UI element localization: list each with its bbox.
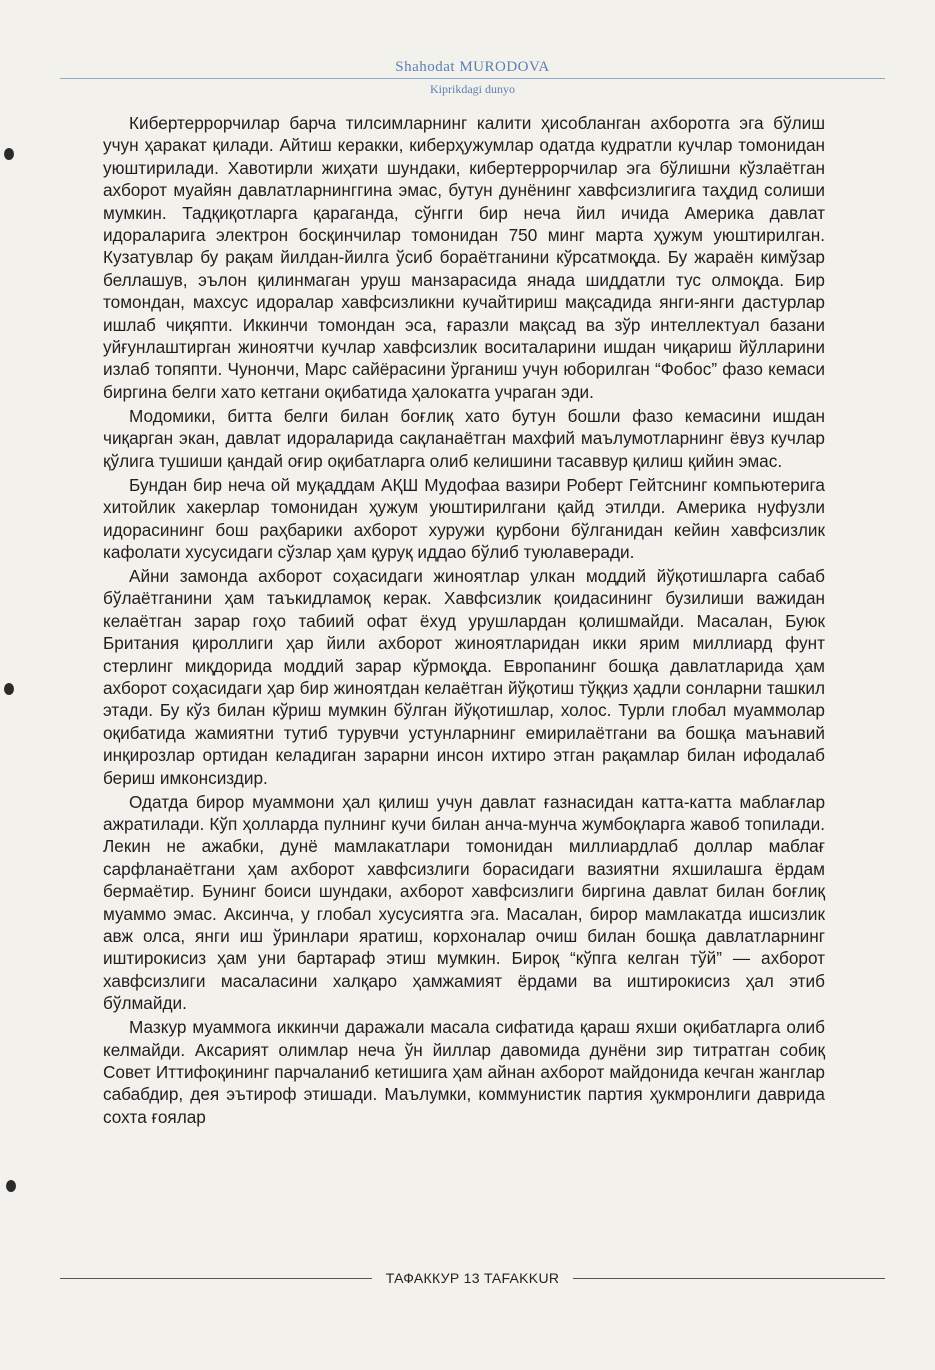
- footer-rule-right: [573, 1278, 885, 1279]
- paragraph-6: Мазкур муаммога иккинчи даражали масала сифатида қараш яхши оқибатларга олиб келмайди. Аксарият олимлар неча ўн йиллар давомида дунёни зир титратган собиқ Совет Иттифоқининг парчаланиб кетишига ҳам айнан ахборот майдонида кечган жанглар сабабдир, дея эътироф этишади. Маълумки, коммунистик партия ҳукмронлиги даврида сохта ғоялар: [103, 1017, 825, 1127]
- binding-hole-icon: [6, 1180, 16, 1192]
- paragraph-1: Кибертеррорчилар барча тилсимларнинг калити ҳисобланган ахборотга эга бўлиш учун ҳаракат қилади. Айтиш керакки, киберҳужумлар одатда кудратли кучлар томонидан уюштирилади. Хавотирли жиҳати шундаки, кибертеррорчилар эга бўлишни кўзлаётган ахборот муайян давлатларнинггина эмас, бутун дунёнинг хавфсизлигига таҳдид солиши мумкин. Тадқиқотларга қараганда, сўнгги бир неча йил ичида Америка давлат идораларига электрон босқинчилар томонидан 750 минг марта ҳужум уюштирилган. Кузатувлар бу рақам йилдан-йилга ўсиб бораётганини кўрсатмоқда. Бу жараён кимўзар беллашув, эълон қилинмаган уруш манзарасида янада шиддатли тус олмоқда. Бир томондан, махсус идоралар хавфсизликни кучайтириш мақсадида янги-янги дастурлар ишлаб чиқяпти. Иккинчи томондан эса, ғаразли мақсад ва зўр интеллектуал базани уйғунлаштирган жиноятчи кучлар хавфсизлик воситаларини ишдан чиқариш йўлларини излаб топяпти. Чунончи, Марс сайёрасини ўрганиш учун юборилган “Фобос” фазо кемаси биргина белги хато кетгани оқибатида ҳалокатга учраган эди.: [103, 113, 825, 402]
- header-rule: [60, 78, 885, 79]
- article-body: [103, 112, 825, 1130]
- footer-rule-left: [60, 1278, 372, 1279]
- binding-hole-icon: [4, 148, 14, 160]
- paragraph-3: Бундан бир неча ой муқаддам АҚШ Мудофаа вазири Роберт Гейтснинг компьютерига хитойлик хакерлар томонидан ҳужум уюштирилгани қайд этилди. Америка нуфузли идорасининг бош раҳбарики ахборот хуружи қурбони бўлганидан кейин хавфсизлик кафолати хусусидаги сўзлар ҳам қуруқ иддао бўлиб туюлаверади.: [103, 474, 825, 562]
- footer-label: ТАФАККУР 13 TAFAKKUR: [385, 1270, 560, 1286]
- running-footer: [60, 1266, 885, 1290]
- binding-hole-icon: [4, 683, 14, 695]
- running-header: [60, 58, 885, 96]
- paragraph-4: Айни замонда ахборот соҳасидаги жиноятлар улкан моддий йўқотишларга сабаб бўлаётганини ҳам таъкидламоқ керак. Хавфсизлик қоидасининг бузилиши важидан келаётган зарар гоҳо табиий офат ёхуд урушлардан қолишмайди. Масалан, Буюк Британия қироллиги ҳар йили ахборот жиноятларидан икки ярим миллиард фунт стерлинг миқдорида моддий зарар кўрмоқда. Европанинг бошқа давлатларида ҳам ахборот соҳасидаги ҳар бир жиноятдан келаётган йўқотиш тўққиз ҳадли сонларни ташкил этади. Бу кўз билан кўриш мумкин бўлган йўқотишлар, холос. Турли глобал муаммолар оқибатида жамиятни тутиб турувчи устунларнинг емирилаётгани ва бошқа маънавий инқирозлар ортидан келадиган зарарни инсон ихтиро этган рақамлар билан ифодалаб бериш имконсиздир.: [103, 565, 825, 788]
- header-author: Shahodat MURODOVA: [395, 59, 550, 75]
- header-subtitle: Kiprikdagi dunyo: [430, 82, 515, 96]
- paragraph-2: Модомики, битта белги билан боғлиқ хато бутун бошли фазо кемасини ишдан чиқарган экан, давлат идораларида сақланаётган махфий маълумотларнинг ёвуз кучлар қўлига тушиши қандай оғир оқибатларга олиб келишини тасаввур қилиш қийин эмас.: [103, 405, 825, 471]
- paragraph-5: Одатда бирор муаммони ҳал қилиш учун давлат ғазнасидан катта-катта маблағлар ажратилади. Кўп ҳолларда пулнинг кучи билан анча-мунча жумбоқларга жавоб топилади. Лекин не ажабки, дунё мамлакатлари томонидан миллиардлаб доллар маблағ сарфланаётгани ҳам ахборот хавфсизлиги борасидаги вазиятни яхшилашга ёрдам бермаётир. Бунинг боиси шундаки, ахборот хавфсизлиги биргина давлат билан боғлиқ муаммо эмас. Аксинча, у глобал хусусиятга эга. Масалан, бирор мамлакатда ишсизлик авж олса, янги иш ўринлари яратиш, корхоналар очиш билан бошқа давлатларнинг иштирокисиз ҳам уни бартараф этиш мумкин. Бироқ “кўпга келган тўй” — ахборот хавфсизлиги масаласини халқаро ҳамжамият ёрдами ва иштирокисиз ҳал этиб бўлмайди.: [103, 791, 825, 1014]
